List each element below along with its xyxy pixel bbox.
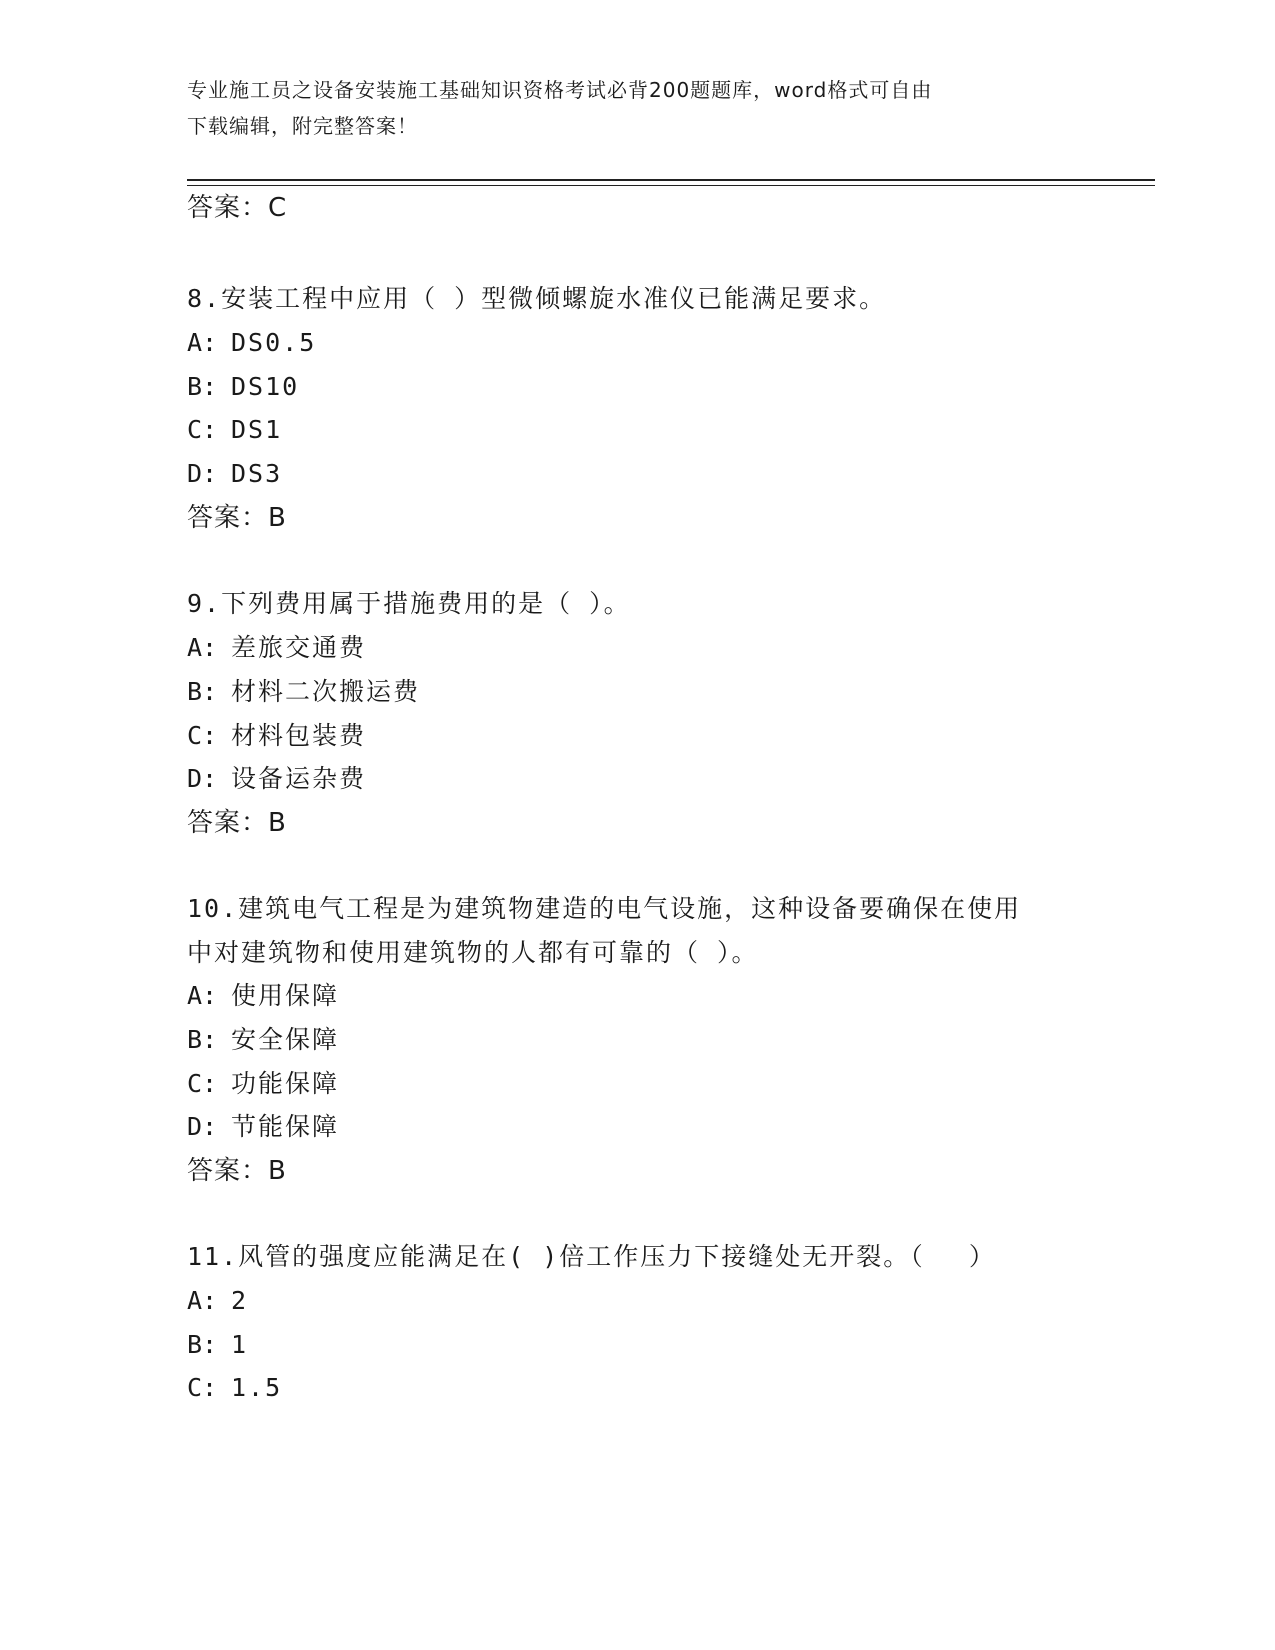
question-9-stem: 9.下列费用属于措施费用的是（ ）。 bbox=[187, 589, 631, 618]
question-8-option-d: D: DS3 bbox=[187, 459, 283, 488]
question-8-option-b: B: DS10 bbox=[187, 372, 300, 401]
question-8-answer: 答案：B bbox=[187, 503, 287, 533]
question-10-option-d: D: 节能保障 bbox=[187, 1112, 340, 1141]
question-9-option-c: C: 材料包装费 bbox=[187, 721, 367, 750]
header-line-2: 下载编辑，附完整答案！ bbox=[187, 114, 418, 138]
previous-answer: 答案：C bbox=[187, 193, 288, 223]
document-header bbox=[187, 72, 1087, 144]
question-9-option-a: A: 差旅交通费 bbox=[187, 633, 367, 662]
header-rule-thick bbox=[187, 179, 1155, 181]
question-10-option-b: B: 安全保障 bbox=[187, 1025, 340, 1054]
question-10-option-a: A: 使用保障 bbox=[187, 981, 340, 1010]
question-8-stem: 8.安装工程中应用（ ）型微倾螺旋水准仪已能满足要求。 bbox=[187, 284, 887, 313]
question-11-option-c: C: 1.5 bbox=[187, 1373, 283, 1402]
question-8-option-a: A: DS0.5 bbox=[187, 328, 317, 357]
header-line-1: 专业施工员之设备安装施工基础知识资格考试必背200题题库，word格式可自由 bbox=[187, 78, 933, 102]
question-10-answer: 答案：B bbox=[187, 1156, 287, 1186]
question-9-option-b: B: 材料二次搬运费 bbox=[187, 677, 421, 706]
question-9-option-d: D: 设备运杂费 bbox=[187, 764, 367, 793]
question-8-option-c: C: DS1 bbox=[187, 415, 283, 444]
header-rule-thin bbox=[187, 185, 1155, 186]
question-11-option-b: B: 1 bbox=[187, 1330, 249, 1359]
question-9-answer: 答案：B bbox=[187, 808, 287, 838]
question-10-stem-line-1: 10.建筑电气工程是为建筑物建造的电气设施，这种设备要确保在使用 bbox=[187, 894, 1022, 923]
question-10-option-c: C: 功能保障 bbox=[187, 1069, 340, 1098]
question-10-stem-line-2: 中对建筑物和使用建筑物的人都有可靠的（ ）。 bbox=[187, 938, 759, 967]
question-11-stem: 11.风管的强度应能满足在( )倍工作压力下接缝处无开裂。（ ） bbox=[187, 1242, 996, 1271]
question-11-option-a: A: 2 bbox=[187, 1286, 249, 1315]
